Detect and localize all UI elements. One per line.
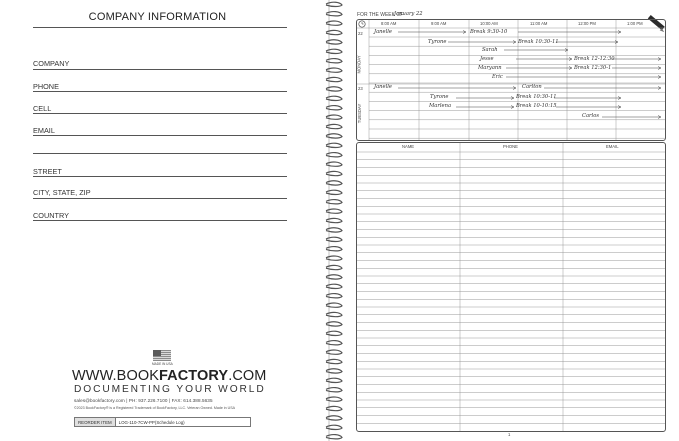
spiral-coil — [326, 406, 342, 410]
schedule-entry[interactable]: Break 10-10:15 — [516, 103, 557, 109]
field-label-country: COUNTRY — [33, 211, 69, 220]
spiral-coil — [326, 359, 342, 363]
brand-url[interactable] — [72, 368, 266, 384]
reorder-code: LOG-110-7CW-PP(Schedule Log) — [118, 419, 185, 425]
schedule-entry[interactable]: Tyrone — [430, 94, 449, 100]
spiral-coil — [326, 96, 342, 100]
spiral-coil — [326, 134, 342, 138]
time-header: 8:00 AM — [381, 21, 397, 26]
schedule-entry[interactable]: Marlena — [429, 103, 452, 109]
schedule-entry[interactable]: Maryann — [478, 65, 502, 71]
spiral-coil — [326, 388, 342, 392]
spiral-coil — [326, 68, 342, 72]
time-header: 10:00 AM — [480, 21, 498, 26]
schedule-entry[interactable]: Break 12:30-1 — [574, 65, 612, 71]
schedule-entry[interactable]: Tyrone — [428, 39, 447, 45]
contacts-table — [356, 142, 666, 432]
spiral-coil — [326, 322, 342, 326]
page-number: 1 — [508, 432, 511, 437]
spiral-coil — [326, 12, 342, 16]
entry-arrows — [356, 19, 664, 139]
spiral-coil — [326, 77, 342, 81]
spiral-coil — [326, 190, 342, 194]
spiral-coil — [326, 49, 342, 53]
brand-bold: FACTORY — [159, 368, 229, 384]
spiral-coil — [326, 143, 342, 147]
fine-print: ©2023 BookFactory® is a Registered Trademark of BookFactory, LLC. Veteran Owned. Made in USA — [74, 406, 236, 410]
field-label-email: EMAIL — [33, 126, 55, 135]
spiral-coil — [326, 171, 342, 175]
time-header: 9:00 AM — [431, 21, 447, 26]
spiral-coil — [326, 416, 342, 420]
field-line-country[interactable] — [33, 220, 287, 221]
brand-tagline: DOCUMENTING YOUR WORLD — [74, 384, 266, 395]
contact-info: sales@bookfactory.com | PH: 937.226.7100 | FAX: 614.388.5635 — [74, 398, 213, 403]
spiral-coil — [326, 21, 342, 25]
field-line-phone[interactable] — [33, 91, 287, 92]
schedule-entry[interactable]: Break 10:30-11 — [518, 39, 559, 45]
day-number: 23 — [358, 86, 363, 91]
field-label-phone: PHONE — [33, 82, 59, 91]
day-name: TUESDAY — [357, 103, 363, 124]
schedule-entry[interactable]: Janelle — [374, 84, 392, 90]
schedule-entry[interactable]: Break 9:30-10 — [470, 29, 508, 35]
field-label-cell: CELL — [33, 104, 52, 113]
spiral-coil — [326, 312, 342, 316]
field-line-street[interactable] — [33, 176, 287, 177]
column-header-name: NAME — [402, 144, 415, 149]
spiral-coil — [326, 2, 342, 6]
spiral-coil — [326, 341, 342, 345]
time-header: 1:00 PM — [627, 21, 643, 26]
spiral-coil — [326, 275, 342, 279]
spiral-coil — [326, 378, 342, 382]
schedule-entry[interactable]: Break 12-12:30 — [574, 56, 615, 62]
time-header: 12:00 PM — [578, 21, 596, 26]
week-value[interactable]: January 22 — [394, 11, 423, 17]
spiral-coil — [326, 30, 342, 34]
spiral-coil — [326, 331, 342, 335]
spiral-coil — [326, 124, 342, 128]
page-title: COMPANY INFORMATION — [88, 11, 227, 23]
schedule-entry[interactable]: Carlos — [582, 113, 599, 119]
spiral-coil — [326, 162, 342, 166]
spiral-coil — [326, 115, 342, 119]
schedule-entry[interactable]: Break 10:30-11 — [516, 94, 557, 100]
spiral-coil — [326, 397, 342, 401]
spiral-coil — [326, 153, 342, 157]
spiral-coil — [326, 303, 342, 307]
column-header-phone: PHONE — [503, 144, 518, 149]
brand-suffix: .COM — [228, 368, 267, 384]
spiral-coil — [326, 228, 342, 232]
flag-caption: MADE IN USA — [152, 362, 173, 366]
field-line-email[interactable] — [33, 135, 287, 136]
spiral-coil — [326, 106, 342, 110]
schedule-entry[interactable]: Sarah — [482, 47, 498, 53]
spiral-coil — [326, 265, 342, 269]
week-label: FOR THE WEEK OF — [357, 12, 404, 18]
brand-prefix: WWW.BOOK — [72, 368, 159, 384]
spiral-coil — [326, 87, 342, 91]
spiral-coil — [326, 425, 342, 429]
spiral-coil — [326, 350, 342, 354]
spiral-coil — [326, 209, 342, 213]
spiral-coil — [326, 181, 342, 185]
contacts-table-lines — [357, 143, 665, 431]
column-header-email: EMAIL — [606, 144, 619, 149]
field-label-street: STREET — [33, 167, 62, 176]
field-line-blank[interactable] — [33, 153, 287, 154]
title-underline — [33, 27, 287, 28]
schedule-entry[interactable]: Carlton — [522, 84, 542, 90]
day-number: 22 — [358, 31, 363, 36]
schedule-entry[interactable]: Jesse — [480, 56, 494, 62]
field-line-company[interactable] — [33, 69, 287, 70]
spiral-coil — [326, 369, 342, 373]
reorder-box — [74, 417, 251, 427]
us-flag-icon — [153, 350, 171, 361]
field-label-company: COMPANY — [33, 59, 70, 68]
spiral-coil — [326, 40, 342, 44]
spiral-coil — [326, 247, 342, 251]
spiral-coil — [326, 435, 342, 439]
spiral-coil — [326, 237, 342, 241]
schedule-entry[interactable]: Eric — [492, 74, 503, 80]
spiral-coil — [326, 256, 342, 260]
spiral-coil — [326, 59, 342, 63]
schedule-entry[interactable]: Janelle — [374, 29, 392, 35]
spiral-binding — [324, 0, 344, 441]
day-name: MONDAY — [356, 55, 362, 74]
field-line-city-state-zip[interactable] — [33, 198, 287, 199]
field-line-cell[interactable] — [33, 113, 287, 114]
field-label-city-state-zip: CITY, STATE, ZIP — [33, 188, 91, 197]
spiral-coil — [326, 284, 342, 288]
spiral-coil — [326, 200, 342, 204]
time-header: 11:00 AM — [530, 21, 548, 26]
reorder-label: REORDER ITEM — [75, 418, 116, 426]
spiral-coil — [326, 218, 342, 222]
spiral-coil — [326, 294, 342, 298]
